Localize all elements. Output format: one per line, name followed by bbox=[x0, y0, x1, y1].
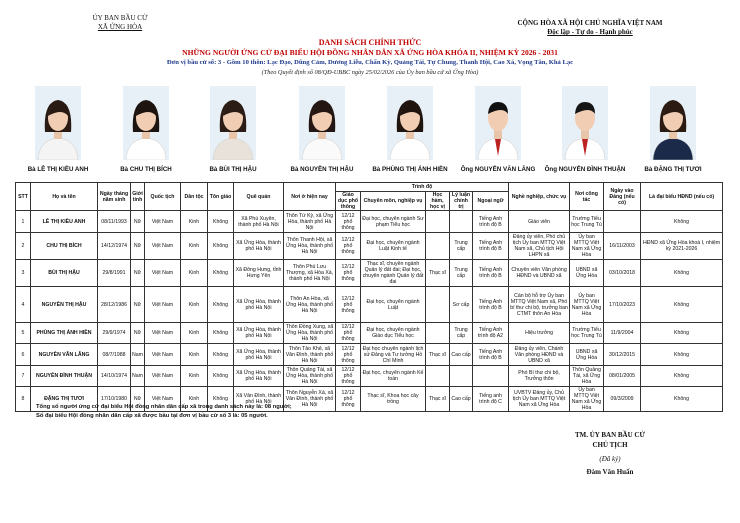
cell-name: NGUYỄN ĐÌNH THUẬN bbox=[31, 366, 98, 387]
header-workplace: Nơi công tác bbox=[570, 183, 604, 211]
candidate-photo-caption: Bà ĐẶNG THỊ TƯƠI bbox=[644, 166, 702, 173]
cell-name: NGUYỄN VĂN LĂNG bbox=[31, 344, 98, 366]
cell-name: BÙI THỊ HẬU bbox=[31, 260, 98, 287]
cell-job: Hiệu trưởng bbox=[509, 323, 570, 344]
cell-stt: 2 bbox=[16, 233, 31, 260]
cell-name: LÊ THỊ KIỀU ANH bbox=[31, 211, 98, 233]
table-row bbox=[16, 233, 723, 260]
cell-hometown: Xã Ứng Hòa, thành phố Hà Nội bbox=[234, 366, 284, 387]
summary-seats: Số đại biểu Hội đồng nhân dân cấp xã được bầu tại đơn vị bầu cử số 3 là: 05 người. bbox=[36, 413, 268, 419]
cell-nationality: Việt Nam bbox=[145, 211, 181, 233]
cell-gender: Nữ bbox=[131, 287, 145, 323]
cell-workplace: Trường Tiểu học Trung Tú bbox=[570, 211, 604, 233]
signature-signed: (Đã ký) bbox=[599, 455, 621, 463]
header-gender: Giới tính bbox=[131, 183, 145, 211]
cell-degree bbox=[426, 233, 450, 260]
cell-religion: Không bbox=[208, 211, 234, 233]
candidate-photo-caption: Bà LÊ THỊ KIỀU ANH bbox=[27, 166, 89, 173]
cell-nationality: Việt Nam bbox=[145, 323, 181, 344]
table-row bbox=[16, 211, 723, 233]
cell-politics: Cao cấp bbox=[450, 387, 473, 412]
header-major: Chuyên môn, nghiệp vụ bbox=[361, 192, 426, 211]
cell-ethnic: Kinh bbox=[181, 211, 208, 233]
cell-dob: 08/11/1993 bbox=[98, 211, 131, 233]
cell-edu: 12/12 phổ thông bbox=[336, 344, 361, 366]
cell-residence: Thôn Quảng Tái, xã Ứng Hòa, thành phố Hà Nội bbox=[284, 366, 336, 387]
cell-language: Tiếng Anh trình độ B bbox=[473, 233, 509, 260]
header-edu: Giáo dục phổ thông bbox=[336, 192, 361, 211]
cell-hometown: Xã Ứng Hòa, thành phố Hà Nội bbox=[234, 344, 284, 366]
cell-ethnic: Kinh bbox=[181, 344, 208, 366]
cell-hometown: Xã Ứng Hòa, thành phố Hà Nội bbox=[234, 233, 284, 260]
cell-job: Cán bộ hỗ trợ Ủy ban MTTQ Việt Nam xã, Phó bí thư chi bộ, trưởng ban CTMT thôn An Hòa bbox=[509, 287, 570, 323]
table-row bbox=[16, 344, 723, 366]
cell-politics bbox=[450, 366, 473, 387]
cell-job: Đảng ủy viên, Phó chủ tịch Ủy ban MTTQ Việt Nam xã, Chủ tịch Hội LHPN xã bbox=[509, 233, 570, 260]
cell-dob: 17/10/1980 bbox=[98, 387, 131, 412]
cell-residence: Thôn Tảo Khê, xã Vân Đình, thành phố Hà Nội bbox=[284, 344, 336, 366]
cell-delegate: Không bbox=[641, 366, 723, 387]
cell-nationality: Việt Nam bbox=[145, 387, 181, 412]
cell-dob: 14/12/1974 bbox=[98, 233, 131, 260]
cell-major: Đại học, chuyên ngành Kế toán bbox=[361, 366, 426, 387]
header-hometown: Quê quán bbox=[234, 183, 284, 211]
header-name: Họ và tên bbox=[31, 183, 98, 211]
issuer-line2: XÃ ỨNG HÒA bbox=[97, 23, 143, 31]
cell-workplace: Ủy ban MTTQ Việt Nam xã Ứng Hòa bbox=[570, 287, 604, 323]
cell-nationality: Việt Nam bbox=[145, 366, 181, 387]
cell-job: Chuyên viên Văn phòng HĐND và UBND xã bbox=[509, 260, 570, 287]
cell-degree bbox=[426, 366, 450, 387]
cell-language: Tiếng Anh trình độ B bbox=[473, 344, 509, 366]
cell-politics: Trung cấp bbox=[450, 323, 473, 344]
cell-residence: Thôn Thanh Hội, xã Ứng Hòa, thành phố Hà Nội bbox=[284, 233, 336, 260]
cell-major: Thạc sĩ, chuyên ngành Quản lý đất đai; Đại học, chuyên ngành Quản lý đất đai bbox=[361, 260, 426, 287]
cell-delegate: Không bbox=[641, 323, 723, 344]
cell-edu: 12/12 phổ thông bbox=[336, 387, 361, 412]
cell-party: 03/10/2018 bbox=[604, 260, 641, 287]
header-job: Nghề nghiệp, chức vụ bbox=[509, 183, 570, 211]
cell-workplace: Thôn Quảng Tái, xã Ứng Hòa bbox=[570, 366, 604, 387]
document-titles bbox=[0, 38, 740, 77]
cell-delegate: Không bbox=[641, 344, 723, 366]
cell-name: ĐẶNG THỊ TƯƠI bbox=[31, 387, 98, 412]
cell-stt: 1 bbox=[16, 211, 31, 233]
cell-degree: Thạc sĩ bbox=[426, 260, 450, 287]
candidate-photo bbox=[650, 86, 696, 160]
cell-degree bbox=[426, 287, 450, 323]
header-religion: Tôn giáo bbox=[208, 183, 234, 211]
cell-major: Đại học chuyên ngành lịch sử Đảng và Tư tưởng Hồ Chí Minh bbox=[361, 344, 426, 366]
header-residence: Nơi ở hiện nay bbox=[284, 183, 336, 211]
cell-gender: Nữ bbox=[131, 260, 145, 287]
cell-language bbox=[473, 366, 509, 387]
cell-workplace: Ủy ban MTTQ Việt Nam xã Ứng Hòa bbox=[570, 387, 604, 412]
national-title: CỘNG HÒA XÃ HỘI CHỦ NGHĨA VIỆT NAM bbox=[517, 19, 663, 27]
cell-stt: 4 bbox=[16, 287, 31, 323]
cell-party: 17/10/2023 bbox=[604, 287, 641, 323]
cell-residence: Thôn Tứ Kỳ, xã Ứng Hòa, thành phố Hà Nội bbox=[284, 211, 336, 233]
header-degree: Học hàm, học vị bbox=[426, 192, 450, 211]
candidate-photo-caption: Ông NGUYỄN ĐÌNH THUẬN bbox=[544, 166, 626, 173]
cell-workplace: UBND xã Ứng Hòa bbox=[570, 260, 604, 287]
candidate-photo bbox=[123, 86, 169, 160]
candidate-photo bbox=[299, 86, 345, 160]
header-politics: Lý luận chính trị bbox=[450, 192, 473, 211]
cell-religion: Không bbox=[208, 366, 234, 387]
cell-hometown: Xã Ứng Hòa, thành phố Hà Nội bbox=[234, 287, 284, 323]
cell-dob: 08/7/1988 bbox=[98, 344, 131, 366]
table-row bbox=[16, 260, 723, 287]
signature-title: CHỦ TỊCH bbox=[592, 441, 628, 449]
cell-party: 09/3/2009 bbox=[604, 387, 641, 412]
national-motto: Độc lập - Tự do - Hạnh phúc bbox=[547, 28, 633, 36]
header-delegate: Là đại biểu HĐND (nếu có) bbox=[641, 183, 723, 211]
cell-ethnic: Kinh bbox=[181, 287, 208, 323]
cell-nationality: Việt Nam bbox=[145, 344, 181, 366]
cell-dob: 28/12/1986 bbox=[98, 287, 131, 323]
cell-party: 11/9/2004 bbox=[604, 323, 641, 344]
issuer-line1: ỦY BAN BẦU CỬ bbox=[92, 14, 148, 22]
cell-stt: 5 bbox=[16, 323, 31, 344]
cell-religion: Không bbox=[208, 233, 234, 260]
cell-major: Đại học, chuyên ngành Luật bbox=[361, 287, 426, 323]
cell-ethnic: Kinh bbox=[181, 323, 208, 344]
cell-residence: Thôn Nguyễn Xá, xã Vân Đình, thành phố Hà Nội bbox=[284, 387, 336, 412]
cell-ethnic: Kinh bbox=[181, 260, 208, 287]
cell-religion: Không bbox=[208, 260, 234, 287]
cell-residence: Thôn An Hòa, xã Ứng Hòa, thành phố Hà Nội bbox=[284, 287, 336, 323]
header-stt: STT bbox=[16, 183, 31, 211]
cell-major: Đại học, chuyên ngành Sư phạm Tiểu học bbox=[361, 211, 426, 233]
table-row bbox=[16, 287, 723, 323]
table-row bbox=[16, 323, 723, 344]
cell-gender: Nữ bbox=[131, 211, 145, 233]
cell-gender: Nam bbox=[131, 344, 145, 366]
cell-residence: Thôn Phú Lưu Thượng, xã Hòa Xá, thành phố Hà Nội bbox=[284, 260, 336, 287]
cell-religion: Không bbox=[208, 287, 234, 323]
cell-party bbox=[604, 211, 641, 233]
cell-politics bbox=[450, 211, 473, 233]
national-header bbox=[480, 19, 700, 37]
candidate-photo bbox=[475, 86, 521, 160]
cell-gender: Nữ bbox=[131, 387, 145, 412]
summary-total: Tổng số người ứng cử đại biểu Hội đồng nhân dân cấp xã trong danh sách này là: 08 người; bbox=[36, 404, 292, 410]
candidate-photo-caption: Bà BÙI THỊ HẬU bbox=[209, 166, 257, 173]
cell-dob: 14/10/1974 bbox=[98, 366, 131, 387]
summary bbox=[36, 403, 292, 421]
header-level: Trình độ bbox=[336, 183, 509, 192]
cell-religion: Không bbox=[208, 323, 234, 344]
cell-party: 30/12/2015 bbox=[604, 344, 641, 366]
candidate-photo bbox=[387, 86, 433, 160]
cell-gender: Nữ bbox=[131, 323, 145, 344]
cell-edu: 12/12 phổ thông bbox=[336, 233, 361, 260]
cell-name: PHÙNG THỊ ÁNH HIỀN bbox=[31, 323, 98, 344]
cell-ethnic: Kinh bbox=[181, 233, 208, 260]
header-language: Ngoại ngữ bbox=[473, 192, 509, 211]
cell-politics: Trung cấp bbox=[450, 260, 473, 287]
cell-major: Thạc sĩ, Khoa học cây trồng bbox=[361, 387, 426, 412]
cell-major: Đại học, chuyên ngành Luật Kinh tế bbox=[361, 233, 426, 260]
header-nationality: Quốc tịch bbox=[145, 183, 181, 211]
cell-language: Tiếng Anh trình độ B bbox=[473, 211, 509, 233]
cell-degree: Thạc sĩ bbox=[426, 387, 450, 412]
cell-hometown: Xã Vân Đình, thành phố Hà Nội bbox=[234, 387, 284, 412]
cell-stt: 7 bbox=[16, 366, 31, 387]
cell-ethnic: Kinh bbox=[181, 387, 208, 412]
cell-nationality: Việt Nam bbox=[145, 287, 181, 323]
cell-delegate: Không bbox=[641, 211, 723, 233]
cell-hometown: Xã Ứng Hòa, thành phố Hà Nội bbox=[234, 323, 284, 344]
cell-ethnic: Kinh bbox=[181, 366, 208, 387]
cell-stt: 3 bbox=[16, 260, 31, 287]
cell-name: NGUYỄN THỊ HẬU bbox=[31, 287, 98, 323]
cell-stt: 6 bbox=[16, 344, 31, 366]
header-party: Ngày vào Đảng (nếu có) bbox=[604, 183, 641, 211]
document-subtitle: NHỮNG NGƯỜI ỨNG CỬ ĐẠI BIỂU HỘI ĐỒNG NHÂN DÂN XÃ ỨNG HÒA KHÓA II, NHIỆM KỲ 2026 - 2031 bbox=[182, 48, 558, 57]
candidate-photo-caption: Bà CHU THỊ BÍCH bbox=[120, 166, 172, 173]
cell-degree bbox=[426, 211, 450, 233]
candidate-photo bbox=[210, 86, 256, 160]
cell-delegate: HĐND xã Ứng Hòa khoá I, nhiệm kỳ 2021-2026 bbox=[641, 233, 723, 260]
cell-delegate: Không bbox=[641, 387, 723, 412]
cell-dob: 29/8/1991 bbox=[98, 260, 131, 287]
cell-politics: Trung cấp bbox=[450, 233, 473, 260]
decision-reference: (Theo Quyết định số 08/QĐ-UBBC ngày 25/02/2026 của Ủy ban bầu cử xã Ứng Hòa) bbox=[261, 69, 479, 76]
issuer-header bbox=[60, 14, 180, 32]
signature-block bbox=[540, 430, 680, 478]
cell-language: Tiếng anh trình độ C bbox=[473, 387, 509, 412]
cell-language: Tiếng Anh trình độ A2 bbox=[473, 323, 509, 344]
cell-job: Phó Bí thư chi bộ, Trưởng thôn bbox=[509, 366, 570, 387]
cell-party: 16/11/2003 bbox=[604, 233, 641, 260]
cell-religion: Không bbox=[208, 387, 234, 412]
electoral-unit: Đơn vị bầu cử số: 3 - Gồm 10 thôn: Lạc Đạo, Dũng Cảm, Dương Liễu, Chẩn Kỳ, Quảng Tái, Tự Chung, Thanh Hội, Cao Xá, Vọng Tân, Khả Lạc bbox=[166, 59, 574, 66]
cell-workplace: Ủy ban MTTQ Việt Nam xã Ứng Hòa bbox=[570, 233, 604, 260]
table-row bbox=[16, 366, 723, 387]
cell-workplace: Trường Tiểu học Trung Tú bbox=[570, 323, 604, 344]
cell-job: Giáo viên bbox=[509, 211, 570, 233]
cell-religion: Không bbox=[208, 344, 234, 366]
cell-delegate: Không bbox=[641, 260, 723, 287]
cell-edu: 12/12 phổ thông bbox=[336, 366, 361, 387]
cell-edu: 12/12 phổ thông bbox=[336, 323, 361, 344]
cell-stt: 8 bbox=[16, 387, 31, 412]
cell-delegate: Không bbox=[641, 287, 723, 323]
cell-edu: 12/12 phổ thông bbox=[336, 260, 361, 287]
cell-hometown: Xã Phú Xuyên, thành phố Hà Nội bbox=[234, 211, 284, 233]
cell-job: UVBTV Đảng ủy, Chủ tịch Ủy ban MTTQ Việt Nam xã Ứng Hòa bbox=[509, 387, 570, 412]
candidate-photo-caption: Ông NGUYỄN VĂN LĂNG bbox=[460, 166, 536, 173]
document-title: DANH SÁCH CHÍNH THỨC bbox=[318, 38, 422, 47]
cell-nationality: Việt Nam bbox=[145, 260, 181, 287]
cell-gender: Nam bbox=[131, 366, 145, 387]
signature-org: TM. ỦY BAN BẦU CỬ bbox=[574, 431, 646, 439]
cell-gender: Nữ bbox=[131, 233, 145, 260]
cell-language: Tiếng Anh trình độ B bbox=[473, 260, 509, 287]
candidate-photo bbox=[35, 86, 81, 160]
signer-name: Đàm Văn Huấn bbox=[586, 468, 634, 476]
cell-degree: Thạc sĩ bbox=[426, 344, 450, 366]
cell-language: Tiếng Anh trình độ B bbox=[473, 287, 509, 323]
candidate-photo bbox=[562, 86, 608, 160]
cell-nationality: Việt Nam bbox=[145, 233, 181, 260]
cell-hometown: Xã Đông Hưng, tỉnh Hưng Yên bbox=[234, 260, 284, 287]
cell-politics: Sơ cấp bbox=[450, 287, 473, 323]
cell-degree bbox=[426, 323, 450, 344]
cell-job: Đảng ủy viên, Chánh Văn phòng HĐND và UBND xã bbox=[509, 344, 570, 366]
cell-edu: 12/12 phổ thông bbox=[336, 211, 361, 233]
cell-workplace: UBND xã Ứng Hòa bbox=[570, 344, 604, 366]
candidate-photo-caption: Bà PHÙNG THỊ ÁNH HIỀN bbox=[372, 166, 448, 173]
cell-name: CHU THỊ BÍCH bbox=[31, 233, 98, 260]
cell-politics: Cao cấp bbox=[450, 344, 473, 366]
header-dob: Ngày tháng năm sinh bbox=[98, 183, 131, 211]
cell-party: 08/01/2005 bbox=[604, 366, 641, 387]
cell-major: Đại học, chuyên ngành Giáo dục Tiểu học bbox=[361, 323, 426, 344]
cell-edu: 12/12 phổ thông bbox=[336, 287, 361, 323]
cell-residence: Thôn Đồng Xung, xã Ứng Hòa, thành phố Hà Nội bbox=[284, 323, 336, 344]
header-ethnic: Dân tộc bbox=[181, 183, 208, 211]
candidate-photo-caption: Bà NGUYỄN THỊ HẬU bbox=[290, 166, 354, 173]
candidate-table bbox=[15, 182, 723, 412]
cell-dob: 29/9/1974 bbox=[98, 323, 131, 344]
